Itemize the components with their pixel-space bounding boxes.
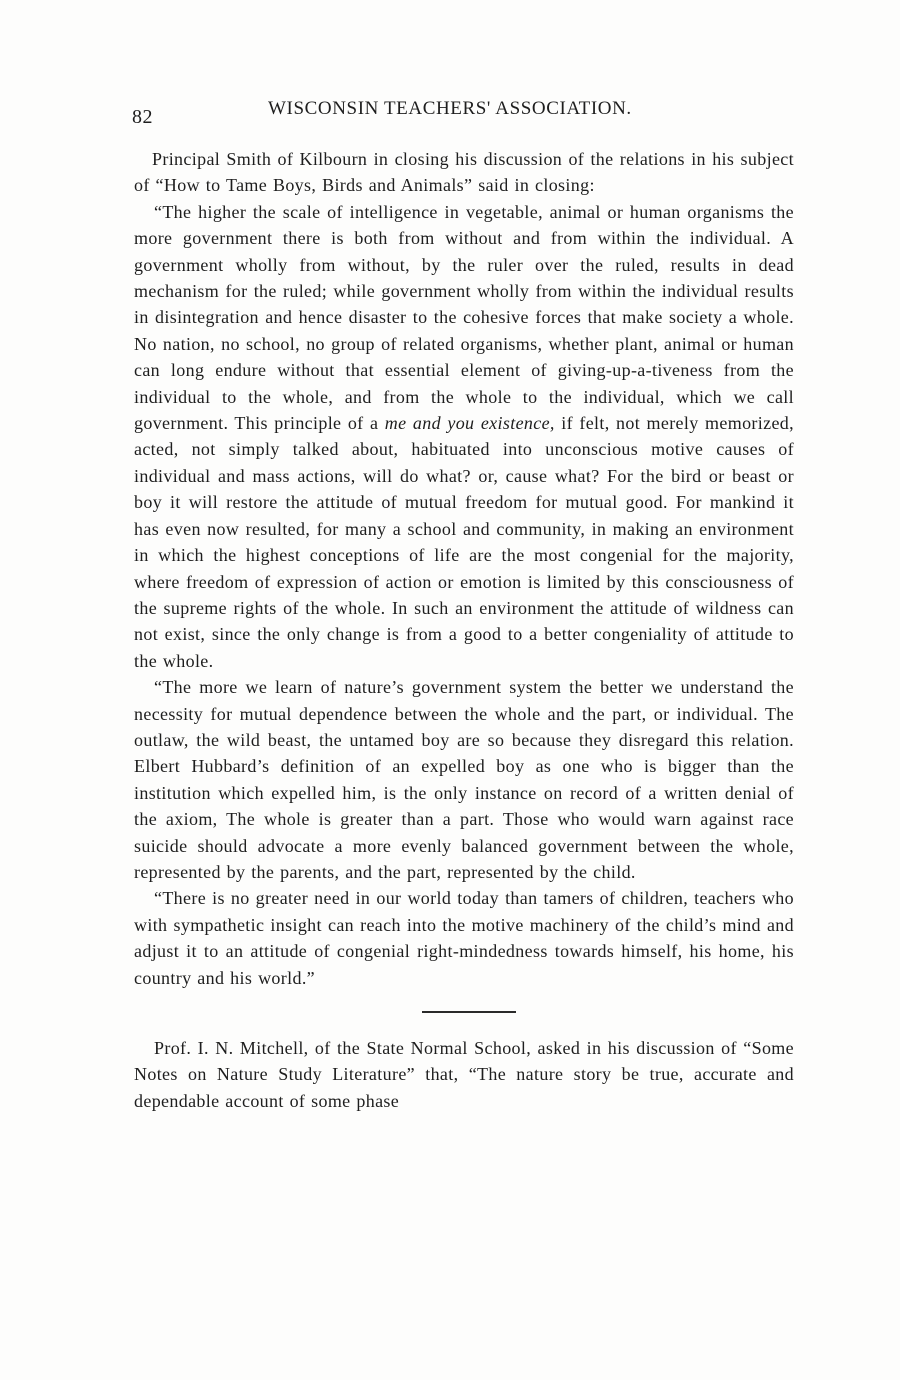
quote-paragraph-nature: “The more we learn of nature’s government system the better we understand the necessity for mutual dependence between the whole and the part, or individual. The outlaw, the wild beast, the untamed boy are so because they disregard this relation. Elbert Hubbard’s definition of an expelled boy as one who is bigger than the institution which expelled him, is the only instance on record of a written denial of the axiom, The whole is greater than a part. Those who would warn against race suicide should advocate a more evenly balanced government between the whole, represented by the parents, and the part, represented by the child. (134, 677, 794, 882)
section-divider (422, 1011, 516, 1013)
page-number: 82 (132, 106, 153, 128)
quote-paragraph-government (134, 199, 794, 674)
mitchell-paragraph: Prof. I. N. Mitchell, of the State Normal School, asked in his discussion of “Some Notes on Nature Study Literature” that, “The nature story be true, accurate and dependable account of some phase (134, 1038, 794, 1111)
intro-paragraph: Principal Smith of Kilbourn in closing his discussion of the relations in his subject of “How to Tame Boys, Birds and Animals” said in closing: (134, 149, 794, 196)
running-head (132, 94, 662, 134)
italic-phrase: me and you existence, (384, 413, 555, 434)
journal-title: WISCONSIN TEACHERS' ASSOCIATION. (268, 98, 632, 119)
body-text (134, 146, 794, 1114)
quote-paragraph-tamers: “There is no greater need in our world today than tamers of children, teachers who with sympathetic insight can reach into the motive machinery of the child’s mind and adjust it to an attitude of congenial right-mindedness towards himself, his home, his country and his world.” (134, 888, 794, 988)
quote-text-part-1: “The higher the scale of intelligence in vegetable, animal or human organisms the more government there is both from without and from within the individual. A government wholly from without, by the ruler over the ruled, results in dead mechanism for the ruled; while government wholly from within the individual results in disintegration and hence disaster to the cohesive forces that make society a whole. No nation, no school, no group of related organisms, whether plant, animal or human can long endure without that essential element of giving-up-a-tiveness from the individual to the whole, and from the whole to the individual, which we call government. This principle of a (134, 201, 794, 434)
quote-text-part-2: if felt, not merely memorized, acted, not simply talked about, habituated into unconscious motive causes of individual and mass actions, will do what? or, cause what? For the bird or beast or boy it will restore the attitude of mutual freedom for mutual good. For mankind it has even now resulted, for many a school and community, in making an environment in which the highest conceptions of life are the most congenial for the majority, where freedom of expression of action or emotion is limited by this consciousness of the supreme rights of the whole. In such an environment the attitude of wildness can not exist, since the only change is from a good to a better congeniality of attitude to the whole. (134, 413, 794, 671)
